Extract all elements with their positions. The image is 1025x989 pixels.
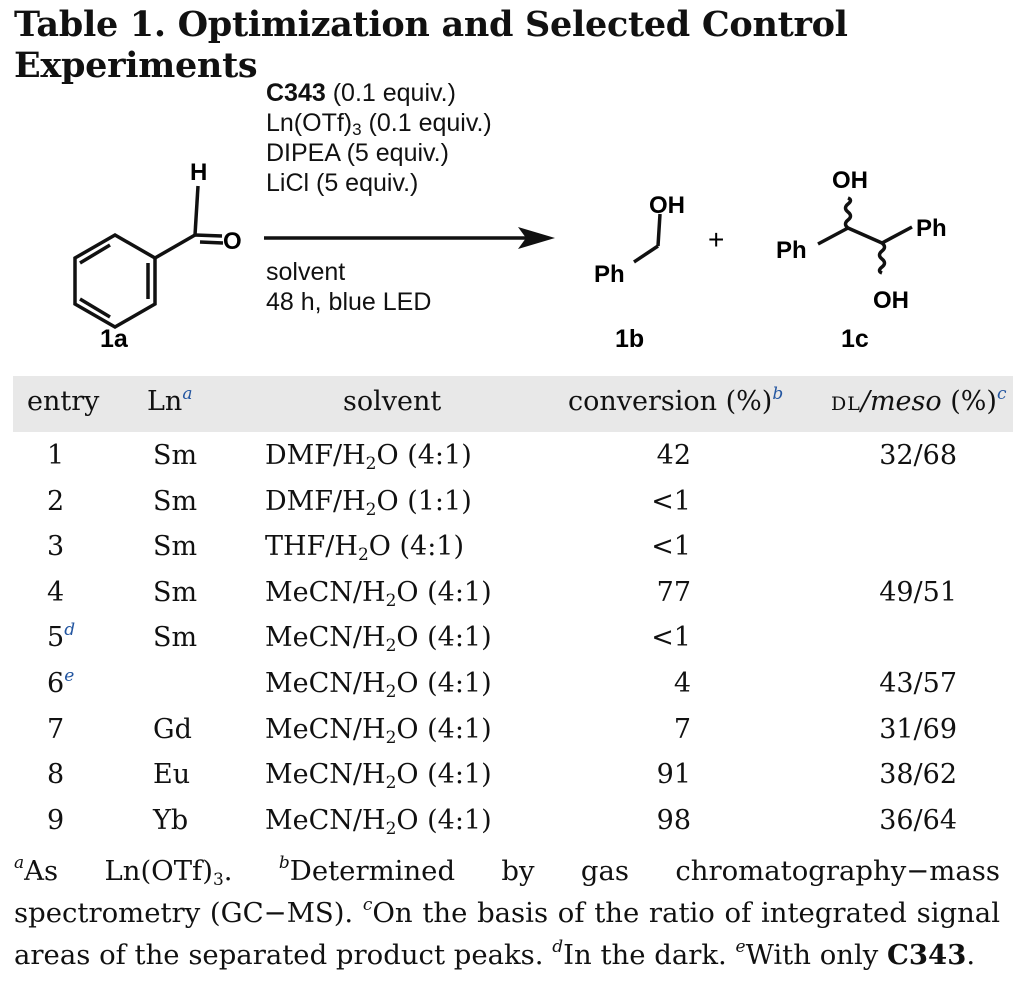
cell-conversion: <1 [651,485,691,517]
cell-ratio: 49/51 [879,576,957,608]
footnote-e-text: With only [745,939,888,971]
cell-entry: 3 [47,531,65,563]
cell-entry: 6e [47,665,75,699]
cell-ln: Sm [153,440,198,471]
table-row [13,482,1013,528]
footnote-e-bold: C343 [887,939,967,971]
results-table [13,376,1013,846]
cell-ratio: 43/57 [879,667,957,699]
atom-OH-1b: OH [649,192,685,219]
footnote-d-mark: d [552,937,564,957]
cell-solvent: MeCN/$H_2O$ (4:1) [265,804,492,839]
plus-sign: + [708,224,725,255]
atom-O-1a: O [223,228,242,255]
cell-conversion: 7 [673,713,691,745]
cell-ln: Sm [153,485,198,517]
table-footnotes: $^a$As $Ln(OTf)_3$. $^b$Determined by gas chromatography−mass spectrometry (GC−MS). $^c$On the basis of the ratio of integrated signal areas of the separated product peaks. $^d$In the dark. $^e$With only C343. [14,853,1000,971]
cell-conversion: 4 [673,667,691,699]
label-1c: 1c [841,325,869,353]
header-ratio: DL/meso (%)$^c$ [831,384,1007,417]
condition-solvent: solvent [266,258,346,286]
reagent-salt: LiCl (5 equiv.) [266,169,419,197]
label-1a: 1a [100,325,128,353]
footnote-b-text: Determined by gas chromatography−mass spectrometry (GC−MS). [14,855,1000,929]
benzyl-alcohol-structure [634,214,660,262]
footnote-a-text: As Ln(OTf) [24,855,213,887]
table-body [13,432,1013,846]
cell-ln: Eu [153,759,191,791]
cell-solvent: DMF/$H_2O$ (4:1) [265,440,472,474]
cell-ln: Sm [153,531,198,563]
table-row [13,755,1013,801]
cell-entry: 5$^d$ [47,620,76,654]
cell-ln: Sm [153,576,198,608]
atom-Ph-1b: Ph [594,261,625,288]
cell-entry: 8 [47,759,65,791]
cell-conversion: 77 [656,576,691,608]
cell-solvent: MeCN/$H_2O$ (4:1) [265,667,492,702]
table-row [13,664,1013,710]
reagent-catalyst: C343 (0.1 equiv.) [266,79,456,107]
cell-entry: 4 [47,576,65,608]
conditions-below-arrow [266,257,431,317]
atom-Ph-1c-left: Ph [776,237,807,264]
cell-solvent: THF/$H_2O$ (4:1) [265,531,465,566]
cell-conversion: 98 [656,804,691,836]
atom-Ph-1c-right: Ph [916,215,947,242]
cell-ln: Sm [153,622,198,654]
cell-solvent: MeCN/$H_2O$ (4:1) [265,713,492,748]
cell-entry: 2 [47,485,65,517]
cell-solvent: MeCN/$H_2O$ (4:1) [265,576,492,611]
cell-solvent: MeCN/$H_2O$ (4:1) [265,759,492,794]
table-row [13,801,1013,847]
footnote-d-text: In the dark. [563,939,736,971]
header-ln: Ln$^a$ [147,384,193,417]
table-row [13,573,1013,619]
benzaldehyde-structure [75,186,223,327]
atom-OH-1c-bottom: OH [873,287,909,314]
cell-solvent: MeCN/$H_2O$ (4:1) [265,622,492,657]
cell-ratio: 36/64 [879,804,957,836]
reagent-base: DIPEA (5 equiv.) [266,139,449,167]
table-row [13,436,1013,482]
table-title: Table 1. Optimization and Selected Control Experiments [14,4,848,86]
cell-ratio: 32/68 [879,440,957,471]
header-solvent: solvent [343,386,442,417]
header-conversion: conversion (%)$^b$ [568,384,784,417]
table-row [13,618,1013,664]
table-header [13,376,1013,432]
label-1b: 1b [615,325,645,353]
cell-entry: 1 [47,440,65,471]
cell-ratio: 31/69 [879,713,957,745]
cell-ln: Gd [153,713,192,745]
cell-conversion: <1 [651,531,691,563]
footnote-e-mark: e [735,937,746,957]
atom-H-1a: H [190,159,208,186]
condition-time-light: 48 h, blue LED [266,288,432,316]
table-row [13,710,1013,756]
hydrobenzoin-structure [818,198,912,273]
header-entry: entry [27,386,100,417]
footnote-c-mark: c [362,895,373,915]
footnote-a-mark: a [14,853,25,873]
table-row [13,527,1013,573]
atom-OH-1c-top: OH [832,167,868,194]
cell-entry: 9 [47,804,65,836]
cell-conversion: 42 [656,440,691,471]
cell-conversion: 91 [656,759,691,791]
cell-entry: 7 [47,713,65,745]
cell-solvent: DMF/$H_2O$ (1:1) [265,485,472,520]
cell-ratio: 38/62 [879,759,957,791]
reagent-lewis-acid: $Ln(OTf)_3$ (0.1 equiv.) [266,109,492,139]
cell-conversion: <1 [651,622,691,654]
footnote-c-text: On the basis of the ratio of integrated signal areas of the separated product peaks. [14,897,1000,971]
cell-ln: Yb [153,804,189,836]
reaction-scheme [0,68,1025,368]
footnote-b-mark: b [278,853,290,873]
reagents-above-arrow [266,78,492,198]
